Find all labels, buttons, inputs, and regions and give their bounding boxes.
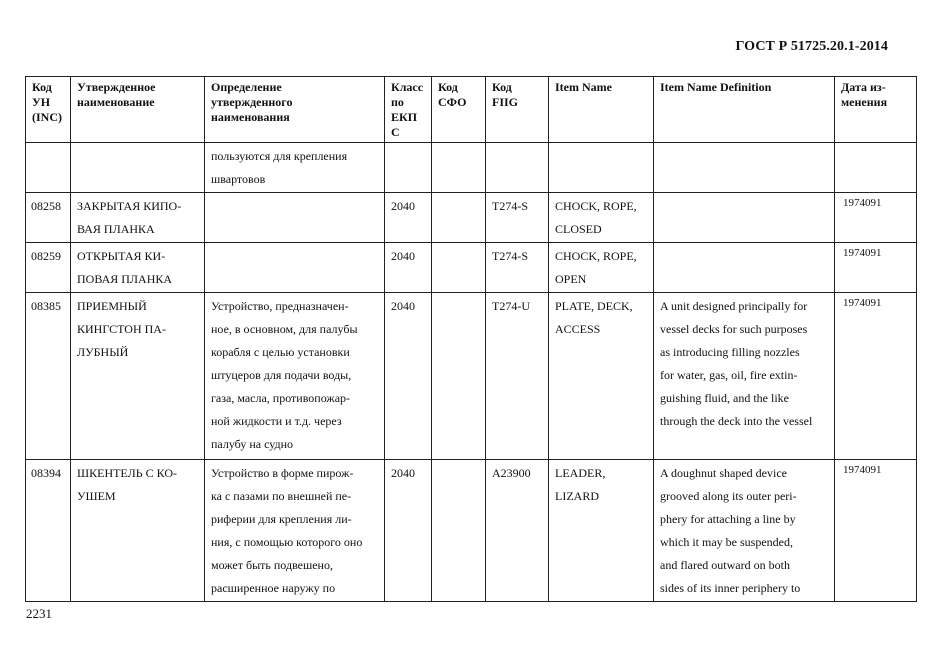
cell-sfo [432,460,486,602]
cell-fiig: T274-S [486,193,549,243]
cell-change-date: 1974091 [835,193,917,243]
cell-definition: пользуются для крепления швартовов [205,143,385,193]
cell-definition [205,243,385,293]
cell-definition: Устройство в форме пирож- ка с пазами по внешней пе- риферии для крепления ли- ния, с помощью которого оно может быть подвешено, расширенное наружу по [205,460,385,602]
catalog-table [25,76,917,602]
table-header-row [26,77,917,143]
cell-item-name [549,143,654,193]
cell-definition: Устройство, предназначен- ное, в основном, для палубы корабля с целью установки штуцеров для подачи воды, газа, масла, противопожар- ной жидкости и т.д. через палубу на судно [205,293,385,460]
header-change-date: Дата из- менения [835,77,917,143]
cell-item-name: CHOCK, ROPE, CLOSED [549,193,654,243]
header-inc: Код УН (INC) [26,77,71,143]
table-row [26,460,917,602]
cell-inc: 08394 [26,460,71,602]
cell-class [385,143,432,193]
cell-fiig: T274-U [486,293,549,460]
cell-change-date: 1974091 [835,243,917,293]
header-approved-name: Утвержденное наименование [71,77,205,143]
cell-definition [205,193,385,243]
cell-approved-name: ПРИЕМНЫЙ КИНГСТОН ПА- ЛУБНЫЙ [71,293,205,460]
cell-sfo [432,243,486,293]
cell-change-date: 1974091 [835,293,917,460]
cell-approved-name: ЗАКРЫТАЯ КИПО- ВАЯ ПЛАНКА [71,193,205,243]
cell-inc: 08258 [26,193,71,243]
table-row [26,293,917,460]
cell-fiig: A23900 [486,460,549,602]
table-row [26,193,917,243]
cell-sfo [432,293,486,460]
cell-fiig [486,143,549,193]
table-row [26,243,917,293]
header-fiig: Код FIIG [486,77,549,143]
cell-sfo [432,193,486,243]
table-row [26,143,917,193]
cell-class: 2040 [385,193,432,243]
cell-class: 2040 [385,243,432,293]
cell-item-definition: A doughnut shaped device grooved along its outer peri- phery for attaching a line by which it may be suspended, and flared outward on both sides of its inner periphery to [654,460,835,602]
cell-item-definition: A unit designed principally for vessel decks for such purposes as introducing filling nozzles for water, gas, oil, fire extin- guishing fluid, and the like through the deck into the vessel [654,293,835,460]
header-item-definition: Item Name Definition [654,77,835,143]
cell-approved-name: ШКЕНТЕЛЬ С КО- УШЕМ [71,460,205,602]
cell-item-definition [654,143,835,193]
cell-approved-name: ОТКРЫТАЯ КИ- ПОВАЯ ПЛАНКА [71,243,205,293]
cell-change-date: 1974091 [835,460,917,602]
header-sfo: Код СФО [432,77,486,143]
cell-inc [26,143,71,193]
cell-item-name: CHOCK, ROPE, OPEN [549,243,654,293]
cell-inc: 08385 [26,293,71,460]
cell-approved-name [71,143,205,193]
document-standard-number: ГОСТ Р 51725.20.1-2014 [735,39,888,54]
cell-change-date [835,143,917,193]
cell-item-name: PLATE, DECK, ACCESS [549,293,654,460]
cell-sfo [432,143,486,193]
header-class: Класс по ЕКП С [385,77,432,143]
cell-item-name: LEADER, LIZARD [549,460,654,602]
cell-inc: 08259 [26,243,71,293]
header-item-name: Item Name [549,77,654,143]
cell-item-definition [654,193,835,243]
header-definition: Определение утвержденного наименования [205,77,385,143]
cell-class: 2040 [385,293,432,460]
cell-class: 2040 [385,460,432,602]
page-number: 2231 [26,606,52,621]
cell-fiig: T274-S [486,243,549,293]
cell-item-definition [654,243,835,293]
